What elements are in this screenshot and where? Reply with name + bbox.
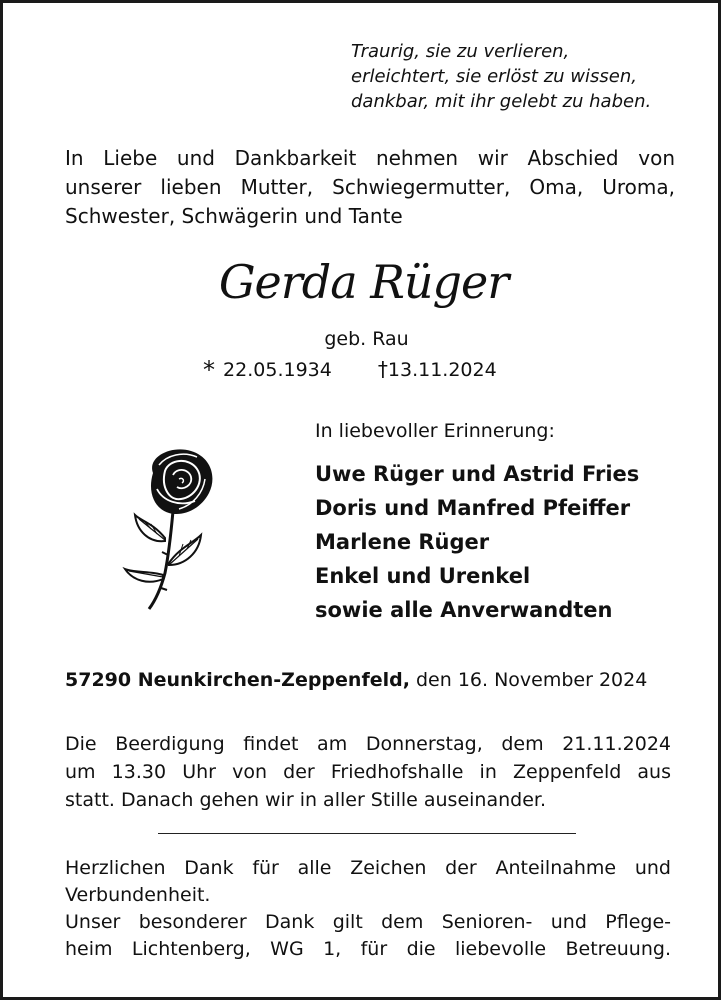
deceased-name: Gerda Rüger bbox=[218, 255, 509, 309]
motto-line: Traurig, sie zu verlieren, bbox=[351, 41, 570, 62]
funeral-line: um 13.30 Uhr von der Friedhofshalle in Zeppenfeld aus bbox=[65, 761, 671, 783]
thanks-line: heim Lichtenberg, WG 1, für die liebevolle Betreuung. bbox=[65, 938, 671, 960]
thanks-line: Verbundenheit. bbox=[65, 884, 211, 906]
death-date: 13.11.2024 bbox=[387, 359, 497, 381]
funeral-info bbox=[65, 730, 671, 814]
divider bbox=[158, 833, 576, 834]
rose-icon bbox=[113, 443, 228, 613]
mourner-name: Enkel und Urenkel bbox=[315, 564, 531, 588]
death-cross-icon: † bbox=[377, 357, 388, 381]
mourner-name: Uwe Rüger und Astrid Fries bbox=[315, 462, 640, 486]
thanks-text bbox=[65, 855, 671, 963]
thanks-line: Herzlichen Dank für alle Zeichen der Anteilnahme und bbox=[65, 857, 671, 879]
mourner-name: Marlene Rüger bbox=[315, 530, 490, 554]
intro-line: Schwester, Schwägerin und Tante bbox=[65, 204, 403, 228]
mourners-list bbox=[315, 457, 639, 627]
funeral-line: statt. Danach gehen wir in aller Stille auseinander. bbox=[65, 789, 547, 811]
motto-verse bbox=[351, 39, 651, 114]
thanks-line: Unser besonderer Dank gilt dem Senioren- und Pflege- bbox=[65, 911, 671, 933]
maiden-name: geb. Rau bbox=[324, 328, 409, 350]
notice-date: den 16. November 2024 bbox=[415, 669, 648, 691]
place-and-date bbox=[65, 669, 671, 691]
memory-label: In liebevoller Erinnerung: bbox=[315, 420, 555, 442]
place-city: 57290 Neunkirchen-Zeppenfeld, bbox=[65, 669, 410, 691]
mourner-name: sowie alle Anverwandten bbox=[315, 598, 613, 622]
mourner-name: Doris und Manfred Pfeiffer bbox=[315, 496, 631, 520]
birth-star-icon: * bbox=[203, 356, 215, 384]
birth-date: 22.05.1934 bbox=[223, 359, 332, 381]
motto-line: dankbar, mit ihr gelebt zu haben. bbox=[351, 91, 652, 112]
intro-line: unserer lieben Mutter, Schwiegermutter, Oma, Uroma, bbox=[65, 175, 675, 199]
life-dates bbox=[203, 356, 497, 384]
funeral-line: Die Beerdigung findet am Donnerstag, dem 21.11.2024 bbox=[65, 733, 671, 755]
motto-line: erleichtert, sie erlöst zu wissen, bbox=[351, 66, 637, 87]
intro-line: In Liebe und Dankbarkeit nehmen wir Abschied von bbox=[65, 146, 675, 170]
intro-text bbox=[65, 144, 675, 231]
